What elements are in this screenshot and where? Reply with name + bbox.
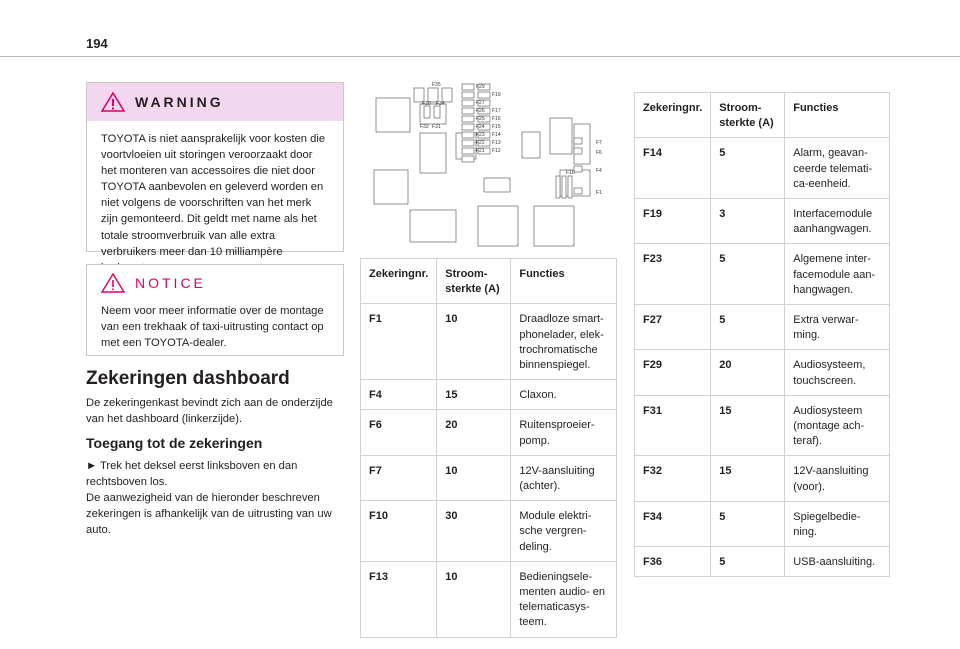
fuse-function-line: touchscreen.: [793, 374, 857, 387]
table-row: [361, 304, 617, 380]
fuse-function-line: Audiosysteem: [793, 404, 863, 417]
fuse-function-line: teem.: [519, 616, 547, 629]
svg-text:F31: F31: [432, 124, 441, 130]
col-header-amperage: Stroom- sterkte (A): [711, 93, 785, 138]
svg-text:F29: F29: [476, 84, 485, 90]
fuse-amperage: 20: [437, 410, 511, 455]
fuse-number: F32: [635, 456, 711, 501]
fuse-number: F13: [361, 561, 437, 637]
fuse-function-line: Audiosysteem,: [793, 359, 866, 372]
fuse-amperage: 5: [711, 305, 785, 350]
fuse-function-line: ca-eenheid.: [793, 177, 851, 190]
svg-text:F15: F15: [492, 124, 501, 130]
fuse-function-line: Extra verwar-: [793, 314, 859, 327]
fuse-amperage: 5: [711, 547, 785, 577]
table-row: [635, 350, 890, 395]
fuse-function-line: pomp.: [519, 434, 550, 447]
table-row: [635, 244, 890, 305]
section-intro: De zekeringenkast bevindt zich aan de onderzijde van het dashboard (linkerzijde).: [86, 397, 333, 425]
fuse-function-line: telematicasys-: [519, 601, 590, 614]
warning-header: [87, 83, 343, 121]
subsection-title: Toegang tot de zekeringen: [86, 435, 263, 451]
table-header-row: [635, 93, 890, 138]
col-header-functions: Functies: [785, 93, 890, 138]
svg-text:F7: F7: [596, 140, 602, 146]
svg-text:F6: F6: [596, 150, 602, 156]
fuse-function-line: menten audio- en: [519, 586, 605, 599]
fuse-function: [785, 305, 890, 350]
fuse-number: F34: [635, 501, 711, 546]
svg-text:F32: F32: [420, 124, 429, 130]
fuse-function-line: ning.: [793, 526, 818, 539]
fuse-function-line: Bedieningsele-: [519, 570, 593, 583]
fuse-number: F4: [361, 380, 437, 410]
fuse-function: [785, 501, 890, 546]
table-row: [635, 138, 890, 199]
fuse-function: [785, 350, 890, 395]
page-number: 194: [86, 36, 108, 51]
notice-triangle-icon: [101, 273, 125, 293]
fuse-number: F10: [361, 501, 437, 562]
fuse-amperage: 30: [437, 501, 511, 562]
svg-text:F16: F16: [492, 116, 501, 122]
fuse-function: [785, 138, 890, 199]
fuse-function: [785, 395, 890, 456]
table-row: [361, 455, 617, 500]
svg-text:F27: F27: [476, 100, 485, 106]
fuse-number: F1: [361, 304, 437, 380]
notice-text: Neem voor meer informatie over de montage van een trekhaak of taxi-uitrusting contact op met een TOYOTA-dealer.: [101, 305, 324, 350]
svg-text:F12: F12: [492, 148, 501, 154]
fuse-amperage: 3: [711, 199, 785, 244]
table-row: [635, 501, 890, 546]
warning-title: WARNING: [135, 94, 224, 110]
table-row: [361, 410, 617, 455]
fuse-function: [785, 456, 890, 501]
svg-text:F19: F19: [492, 92, 501, 98]
table-row: [635, 395, 890, 456]
svg-text:F35: F35: [432, 82, 441, 88]
fuse-function: [511, 501, 617, 562]
table-row: [635, 547, 890, 577]
svg-text:F17: F17: [492, 108, 501, 114]
svg-text:F24: F24: [476, 124, 485, 130]
fuse-number: F14: [635, 138, 711, 199]
fuse-number: F29: [635, 350, 711, 395]
fuse-function-line: teraf).: [793, 435, 822, 448]
warning-box: [86, 82, 344, 258]
notice-title: NOTICE: [135, 275, 206, 291]
fuse-function: [785, 244, 890, 305]
fuse-function: [511, 410, 617, 455]
warning-triangle-icon: [101, 92, 125, 112]
fuse-amperage: 10: [437, 455, 511, 500]
svg-text:F1: F1: [596, 190, 602, 196]
fuse-function-line: Module elektri-: [519, 510, 592, 523]
header-divider: [0, 56, 960, 57]
col-header-fuse-nr: Zekeringnr.: [361, 259, 437, 304]
svg-text:F21: F21: [476, 148, 485, 154]
notice-box: [86, 264, 344, 356]
fuse-function-line: phonelader, elek-: [519, 328, 604, 341]
table-header-row: [361, 259, 617, 304]
col-header-functions: Functies: [511, 259, 617, 304]
notice-header: [87, 265, 343, 301]
instructions: [86, 458, 348, 538]
col-header-fuse-nr: Zekeringnr.: [635, 93, 711, 138]
fuse-amperage: 10: [437, 304, 511, 380]
fuse-function-line: (achter).: [519, 480, 561, 493]
warning-text: TOYOTA is niet aansprakelijk voor kosten die voortvloeien uit storingen veroorzaakt door het monteren van accessoires die niet door TOYOTA aanbevolen en geleverd worden en niet volgens de voorschriften van het merk zijn gemonteerd. Dit geldt met name als het totale stroomverbruik van alle extra verbruikers meer dan 10 milliampère: [101, 133, 326, 258]
table-row: [635, 456, 890, 501]
fuse-function-line: Draadloze smart-: [519, 313, 604, 326]
fuse-function: [511, 380, 617, 410]
fuse-function-line: trochromatische: [519, 343, 598, 356]
col-header-amperage: Stroom- sterkte (A): [437, 259, 511, 304]
fuse-function-line: sche vergren-: [519, 525, 587, 538]
fuse-function-line: Claxon.: [519, 389, 557, 402]
fuse-function-line: ceerde telemati-: [793, 162, 873, 175]
fuse-function: [511, 304, 617, 380]
table-row: [361, 380, 617, 410]
fuse-amperage: 15: [711, 456, 785, 501]
svg-text:F4: F4: [596, 168, 602, 174]
table-row: [361, 561, 617, 637]
svg-text:F22: F22: [476, 140, 485, 146]
fuse-number: F31: [635, 395, 711, 456]
fuse-function-line: deling.: [519, 540, 552, 553]
svg-text:F25: F25: [476, 116, 485, 122]
svg-text:F14: F14: [492, 132, 501, 138]
fuse-function-line: facemodule aan-: [793, 268, 876, 281]
svg-text:F10: F10: [566, 170, 575, 176]
fuse-amperage: 5: [711, 138, 785, 199]
fuse-function-line: Ruitensproeier-: [519, 419, 595, 432]
instruction-note: De aanwezigheid van de hieronder beschreven zekeringen is afhankelijk van de uitrusting van uw auto.: [86, 492, 332, 536]
fuse-function-line: (montage ach-: [793, 420, 865, 433]
fuse-number: F7: [361, 455, 437, 500]
table-row: [635, 305, 890, 350]
svg-text:F30: F30: [422, 101, 431, 107]
fuse-number: F36: [635, 547, 711, 577]
fuse-function-line: binnenspiegel.: [519, 359, 591, 372]
fuse-amperage: 5: [711, 244, 785, 305]
fuse-function: [785, 547, 890, 577]
fuse-amperage: 5: [711, 501, 785, 546]
fuse-function-line: 12V-aansluiting: [793, 465, 869, 478]
fuse-amperage: 15: [437, 380, 511, 410]
fuse-function-line: Spiegelbedie-: [793, 510, 861, 523]
table-row: [635, 199, 890, 244]
fuse-table-1: [360, 258, 617, 638]
fuse-table-2: [634, 92, 890, 577]
fuse-function-line: hangwagen.: [793, 283, 854, 296]
fuse-amperage: 15: [711, 395, 785, 456]
fuse-number: F23: [635, 244, 711, 305]
svg-text:F23: F23: [476, 132, 485, 138]
fuse-function: [511, 561, 617, 637]
fuse-amperage: 20: [711, 350, 785, 395]
svg-text:F26: F26: [476, 108, 485, 114]
svg-text:F13: F13: [492, 140, 501, 146]
fuse-number: F6: [361, 410, 437, 455]
section-title: Zekeringen dashboard: [86, 368, 290, 389]
fuse-function-line: aanhangwagen.: [793, 223, 872, 236]
fuse-function-line: Interfacemodule: [793, 208, 873, 221]
fuse-number: F19: [635, 199, 711, 244]
fuse-function-line: Alarm, geavan-: [793, 147, 868, 160]
table-row: [361, 501, 617, 562]
fuse-function: [785, 199, 890, 244]
fuse-function: [511, 455, 617, 500]
fuse-amperage: 10: [437, 561, 511, 637]
fuse-function-line: ming.: [793, 329, 821, 342]
fuse-number: F27: [635, 305, 711, 350]
fuse-function-line: USB-aansluiting.: [793, 556, 876, 569]
instruction-step: ► Trek het deksel eerst linksboven en dan rechtsboven los.: [86, 460, 298, 488]
fuse-function-line: 12V-aansluiting: [519, 464, 595, 477]
fuse-function-line: Algemene inter-: [793, 253, 871, 266]
svg-text:F34: F34: [436, 101, 445, 107]
fuse-function-line: (voor).: [793, 480, 826, 493]
fuse-box-diagram: [360, 78, 616, 250]
